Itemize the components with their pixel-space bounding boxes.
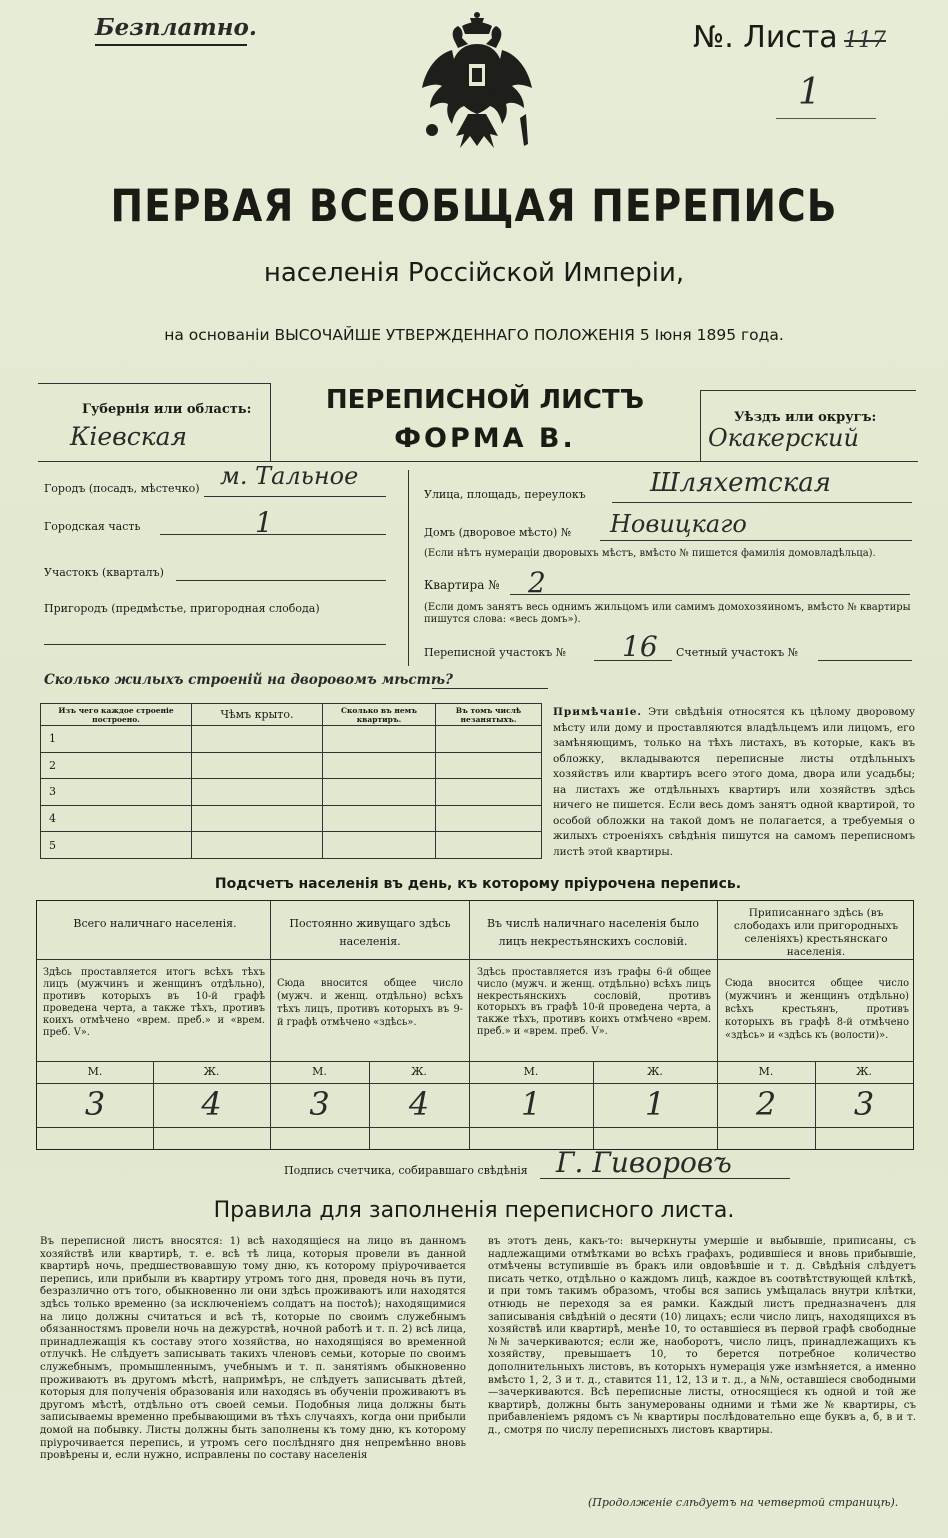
apartment-value: 2: [528, 566, 546, 599]
buildings-row-number: 5: [41, 832, 192, 859]
pop-col1-f-value: 4: [201, 1085, 222, 1123]
district-label: Участокъ (кварталъ): [44, 566, 164, 579]
pop-col4-header: Приписаннаго здѣсь (въ слободахъ или пригородныхъ селеніяхъ) крестьянскаго населенія.: [733, 907, 899, 958]
buildings-header-vacant: Въ томъ числѣ незанятыхъ.: [436, 704, 542, 726]
rule: [700, 390, 916, 391]
table-cell: [436, 752, 542, 779]
suburb-label: Пригородъ (предмѣстье, пригородная слобода): [44, 602, 320, 615]
pop-col1-f-label: Ж.: [203, 1065, 220, 1078]
pop-col1-desc: Здѣсь проставляется итогъ всѣхъ тѣхъ лицъ (мужчинъ и женщинъ отдѣльно), противъ которыхъ въ 10-й графѣ проведена черта, а также тѣхъ, противъ коихъ отмѣчено «врем. преб.» и «врем. преб. V».: [43, 967, 265, 1038]
pop-col1-m-value: 3: [84, 1085, 106, 1123]
buildings-row-number: 3: [41, 779, 192, 806]
pop-col2-m-value: 3: [309, 1085, 330, 1123]
rule: [37, 1083, 913, 1084]
table-cell: [323, 805, 436, 832]
city-value: м. Тальное: [220, 462, 359, 490]
buildings-header-roof: Чѣмъ крыто.: [192, 704, 323, 726]
rule: [408, 470, 409, 666]
pop-col4-m-label: М.: [758, 1065, 774, 1078]
buildings-question: Сколько жилыхъ строеній на дворовомъ мѣстѣ?: [44, 672, 453, 688]
pop-col2-desc: Сюда вносится общее число (мужч. и женщ. отдѣльно) всѣхъ тѣхъ лицъ, противъ которыхъ въ 9-й графѣ отмѣчено «здѣсь».: [277, 978, 463, 1028]
buildings-table: [40, 703, 542, 859]
basis-line: на основаніи ВЫСОЧАЙШЕ УТВЕРЖДЕННАГО ПОЛОЖЕНІЯ 5 Іюня 1895 года.: [164, 326, 784, 344]
pop-col4-f-value: 3: [853, 1085, 875, 1123]
house-label: Домъ (дворовое мѣсто) №: [424, 526, 572, 539]
sheet-title: ПЕРЕПИСНОЙ ЛИСТЪ: [325, 385, 645, 415]
pop-col3-m-label: М.: [523, 1065, 539, 1078]
city-label: Городъ (посадъ, мѣстечко): [44, 482, 200, 495]
uezd-value: Окакерский: [708, 424, 859, 452]
signature-label: Подпись счетчика, собиравшаго свѣдѣнія: [284, 1164, 528, 1177]
counting-area-fill: [818, 660, 912, 661]
rules-left-column: Въ переписной листъ вносятся: 1) всѣ находящіеся на лицо въ данномъ хозяйствѣ или квартирѣ, т. е. всѣ тѣ лица, которыя провели въ данной квартирѣ ночь, предшествовавшую тому дню, къ которому пріурочивается перепись, или прибыли въ квартиру утромъ того дня, проведя ночь въ пути, безразлично отъ того, обыкновенно ли они здѣсь проживаютъ или находятся здѣсь только временно (за исключеніемъ солдатъ на постоѣ); находящимися на лицо должны считаться и всѣ тѣ, которые по своимъ служебнымъ обязанностямъ провели ночь на дежурствѣ, ночной работѣ и т. п. 2) всѣ лица, принадлежащія къ составу этого хозяйства, но находящіяся во временной отлучкѣ. Не слѣдуетъ записывать такихъ членовъ семьи, которые по своимъ служебнымъ, промышленнымъ, учебнымъ и т. п. занятіямъ обыкновенно проживаютъ въ другомъ мѣстѣ, напримѣръ, не слѣдуетъ записывать дѣтей, которыя для полученія образованія или находясь въ обученіи проживаютъ въ другомъ мѣстѣ, отдѣльно отъ своей семьи. Подобныя лица должны быть записываемы временно пребывающими въ тѣхъ случаяхъ, когда они прибыли домой на побывку. Листы должны быть заполнены къ тому дню, къ которому пріурочивается перепись, и утромъ сего послѣдняго дня непремѣнно вновь провѣрены и, если нужно, исправлены по составу населенія: [40, 1236, 466, 1462]
pop-col2-m-label: М.: [312, 1065, 327, 1078]
double-headed-eagle-icon: [418, 10, 536, 158]
signature-value: Г. Гиворовъ: [556, 1146, 732, 1179]
population-title: Подсчетъ населенія въ день, къ которому пріурочена перепись.: [214, 876, 742, 892]
house-fill: [600, 540, 912, 541]
form-title: ФОРМА В.: [394, 423, 576, 454]
rule: [38, 461, 918, 462]
table-cell: [323, 779, 436, 806]
table-cell: [436, 726, 542, 753]
house-value: Новицкаго: [610, 510, 747, 538]
pop-col3-f-label: Ж.: [647, 1065, 663, 1078]
city-part-value: 1: [255, 506, 273, 539]
buildings-row-number: 4: [41, 805, 192, 832]
rules-continued: (Продолженіе слѣдуетъ на четвертой страницѣ).: [588, 1496, 899, 1509]
page-subtitle: населенія Россійской Имперіи,: [263, 258, 685, 288]
free-underline: [95, 44, 247, 46]
pop-col1-m-label: М.: [87, 1065, 103, 1078]
rule: [37, 1127, 913, 1128]
buildings-header-apartments: Сколько въ немъ квартиръ.: [323, 704, 436, 726]
street-fill: [612, 502, 912, 503]
census-area-value: 16: [622, 630, 658, 663]
pop-col4-f-label: Ж.: [856, 1065, 872, 1078]
city-part-label: Городская часть: [44, 520, 141, 533]
pop-col4-desc: Сюда вносится общее число (мужчинъ и женщинъ отдѣльно) всѣхъ крестьянъ, противъ которыхъ въ графѣ 8-й отмѣчено «здѣсь» и «здѣсь къ (волости)».: [725, 978, 909, 1041]
table-cell: [323, 726, 436, 753]
note-title: Примѣчаніе.: [553, 706, 643, 718]
guberniya-label: Губернія или область:: [82, 402, 252, 417]
apartment-note: (Если домъ занятъ весь однимъ жильцомъ или самимъ домохозяиномъ, вмѣсто № квартиры пишутся слова: «весь домъ»).: [424, 602, 911, 625]
suburb-fill: [44, 644, 386, 645]
table-cell: [192, 726, 323, 753]
table-cell: [192, 779, 323, 806]
rule: [700, 390, 701, 461]
pop-col3-m-value: 1: [520, 1085, 542, 1123]
pop-col2-f-label: Ж.: [411, 1065, 427, 1078]
table-cell: [436, 832, 542, 859]
sheet-number-underline: [776, 118, 876, 119]
buildings-row-number: 2: [41, 752, 192, 779]
rule: [37, 959, 913, 960]
sheet-number-label: №. Листа: [693, 20, 838, 55]
counting-area-label: Счетный участокъ №: [676, 646, 799, 659]
note-text: Эти свѣдѣнія относятся къ цѣлому дворовому мѣсту или дому и проставляются владѣльцемъ или лицомъ, его замѣняющимъ, только на тѣхъ листахъ, въ которые, какъ въ обложку, вкладываются переписные листы отдѣльныхъ хозяйствъ или квартиръ всего этого дома, двора или усадьбы; на листахъ же отдѣльныхъ квартиръ или хозяйствъ здѣсь ничего не пишется. Если весь домъ занятъ одной квартирой, то особой обложки на такой домъ не полагается, а требуемыя о жилыхъ строеніяхъ свѣдѣнія пишутся на самомъ переписномъ листѣ этой квартиры.: [553, 706, 915, 858]
guberniya-value: Кіевская: [70, 422, 188, 451]
table-cell: [436, 779, 542, 806]
street-value: Шляхетская: [650, 468, 831, 498]
rules-right-column: въ этотъ день, какъ-то: вычеркнуты умершіе и выбывшіе, приписаны, съ надлежащими отмѣтками во всѣхъ графахъ, родившіеся и вновь прибывшіе, отмѣчены вступившіе въ бракъ или овдовѣвшіе и т. д. Свѣдѣнія слѣдуетъ писать четко, отдѣльно о каждомъ лицѣ, каждое въ соотвѣтствующей клѣткѣ, и при томъ такимъ образомъ, чтобы вся запись умѣщалась внутри клѣтки, отнюдь не переходя за ея рамки. Каждый листъ предназначенъ для записыванія свѣдѣній о десяти (10) лицахъ; если число лицъ, находящихся въ хозяйствѣ или квартирѣ, менѣе 10, то оставшіеся въ первой графѣ свободные №№ зачеркиваются; если же, наоборотъ, число лицъ, принадлежащихъ къ хозяйству, превышаетъ 10, то берется потребное количество дополнительныхъ листовъ, въ которыхъ нумерація уже измѣняется, а именно вмѣсто 1, 2, 3 и т. д., ставится 11, 12, 13 и т. д., а №№, оставшіеся свободными—зачеркиваются. Всѣ переписные листы, относящіеся къ одной и той же квартирѣ, должны быть занумерованы одними и тѣми же № квартиры, съ прибавленіемъ рядомъ съ № квартиры послѣдовательно еще буквъ а, б, в и т. д., смотря по числу переписныхъ листовъ квартиры.: [488, 1236, 916, 1436]
table-cell: [192, 805, 323, 832]
pop-col2-f-value: 4: [408, 1085, 430, 1123]
apartment-label: Квартира №: [424, 578, 500, 592]
house-note: (Если нѣтъ нумераціи дворовыхъ мѣстъ, вмѣсто № пишется фамилія домовладѣльца).: [424, 548, 876, 559]
table-cell: [323, 752, 436, 779]
pop-col1-header: Всего наличнаго населенія.: [73, 917, 237, 930]
sheet-number-value: 1: [798, 72, 821, 113]
table-cell: [436, 805, 542, 832]
rule: [37, 1061, 913, 1062]
street-label: Улица, площадь, переулокъ: [424, 488, 586, 501]
rules-title: Правила для заполненія переписного листа.: [213, 1198, 735, 1223]
pop-col2-header: Постоянно живущаго здѣсь населенія.: [289, 917, 451, 948]
table-cell: [323, 832, 436, 859]
city-part-fill: [160, 534, 386, 535]
rule: [270, 383, 271, 461]
pop-col4-m-value: 2: [755, 1085, 777, 1123]
uezd-label: Уѣздъ или округъ:: [734, 410, 877, 425]
sheet-number-struck: 117: [844, 28, 886, 53]
apartment-fill: [510, 594, 910, 595]
census-area-label: Переписной участокъ №: [424, 646, 567, 659]
pop-col3-header: Въ числѣ наличнаго населенія было лицъ некрестьянскихъ сословій.: [486, 917, 700, 948]
rule: [38, 383, 270, 384]
population-table: [36, 900, 914, 1150]
buildings-fill: [432, 688, 548, 689]
table-cell: [192, 752, 323, 779]
buildings-header-material: Изъ чего каждое строеніе построено.: [41, 704, 192, 726]
table-cell: [192, 832, 323, 859]
pop-col3-desc: Здѣсь проставляется изъ графы 6-й общее число (мужч. и женщ. отдѣльно) всѣхъ лицъ некрестьянскихъ сословій, противъ которыхъ въ графѣ 10-й проведена черта, а также тѣхъ, противъ коихъ отмѣчено «врем. преб.» и «врем. преб. V».: [477, 967, 711, 1037]
district-fill: [176, 580, 386, 581]
buildings-row-number: 1: [41, 726, 192, 753]
page-title: ПЕРВАЯ ВСЕОБЩАЯ ПЕРЕПИСЬ: [110, 180, 838, 233]
note-block: [553, 705, 915, 860]
city-fill: [204, 496, 386, 497]
free-label: Безплатно.: [95, 14, 257, 41]
pop-col3-f-value: 1: [644, 1085, 666, 1123]
